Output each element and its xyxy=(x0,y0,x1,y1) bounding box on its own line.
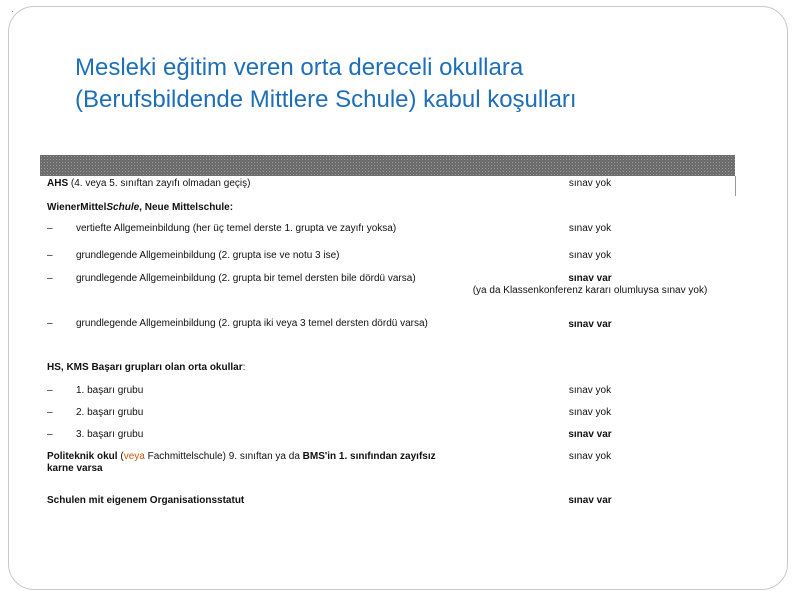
table-header-band xyxy=(40,155,735,176)
row-grund2-value: sınav var xyxy=(568,273,612,284)
row-grund2-note: (ya da Klassenkonferenz kararı olumluysa sınav yok) xyxy=(472,285,708,296)
row-grund2-label: grundlegende Allgemeinbildung (2. grupta bir temel dersten bile dördü varsa) xyxy=(76,273,416,284)
row-schulen-label: Schulen mit eigenem Organisationsstatut xyxy=(47,495,245,506)
row-basari2-value: sınav yok xyxy=(568,407,612,418)
corner-mark: · xyxy=(11,7,14,16)
slide-title xyxy=(75,52,695,116)
row-basari3-label: 3. başarı grubu xyxy=(76,429,144,440)
row-grund1-label: grundlegende Allgemeinbildung (2. grupta ise ve notu 3 ise) xyxy=(76,250,340,261)
row-vertiefte-value: sınav yok xyxy=(568,223,612,234)
row-schulen-value: sınav var xyxy=(568,495,612,506)
wiener-part3: , Neue Mittelschule: xyxy=(139,202,234,213)
title-line-1: Mesleki eğitim veren orta dereceli okullara xyxy=(75,54,524,81)
ahs-label-rest: (4. veya 5. sınıftan zayıfı olmadan geçiş) xyxy=(68,178,251,189)
dash-bullet: – xyxy=(47,429,53,440)
row-wiener-heading xyxy=(47,202,467,214)
poly-t2: Fachmittelschule) 9. sınıftan ya da xyxy=(144,451,303,462)
row-basari3-value: sınav var xyxy=(568,429,612,440)
poly-o1: veya xyxy=(123,451,145,462)
poly-b2: BMS'in 1. sınıfından zayıfsız karne varsa xyxy=(47,451,436,474)
row-grund3-label: grundlegende Allgemeinbildung (2. grupta iki veya 3 temel dersten dördü varsa) xyxy=(76,318,428,329)
row-basari1-label: 1. başarı grubu xyxy=(76,385,144,396)
row-poly-label xyxy=(47,451,442,475)
hs-kms-label-bold: HS, KMS Başarı grupları olan orta okullar xyxy=(47,362,243,373)
row-basari2-label: 2. başarı grubu xyxy=(76,407,144,418)
dash-bullet: – xyxy=(47,318,53,329)
dash-bullet: – xyxy=(47,273,53,284)
dash-bullet: – xyxy=(47,223,53,234)
row-vertiefte-label: vertiefte Allgemeinbildung (her üç temel derste 1. grupta ve zayıfı yoksa) xyxy=(76,223,397,234)
dash-bullet: – xyxy=(47,407,53,418)
row-basari1-value: sınav yok xyxy=(568,385,612,396)
row-poly-value: sınav yok xyxy=(568,451,612,462)
poly-b1: Politeknik okul xyxy=(47,451,118,462)
wiener-part2: Schule xyxy=(106,202,140,213)
row-ahs-value: sınav yok xyxy=(568,178,612,189)
wiener-part1: WienerMittel xyxy=(47,202,107,213)
row-hs-kms-heading xyxy=(47,362,467,374)
dash-bullet: – xyxy=(47,250,53,261)
row-ahs-label xyxy=(47,178,467,190)
row-grund3-value: sınav var xyxy=(568,319,612,330)
hs-kms-label-rest: : xyxy=(242,362,246,373)
poly-t1: ( xyxy=(117,451,124,462)
title-line-2: (Berufsbildende Mittlere Schule) kabul koşulları xyxy=(75,86,577,113)
dash-bullet: – xyxy=(47,385,53,396)
ahs-label-bold: AHS xyxy=(47,178,69,189)
row-grund1-value: sınav yok xyxy=(568,250,612,261)
